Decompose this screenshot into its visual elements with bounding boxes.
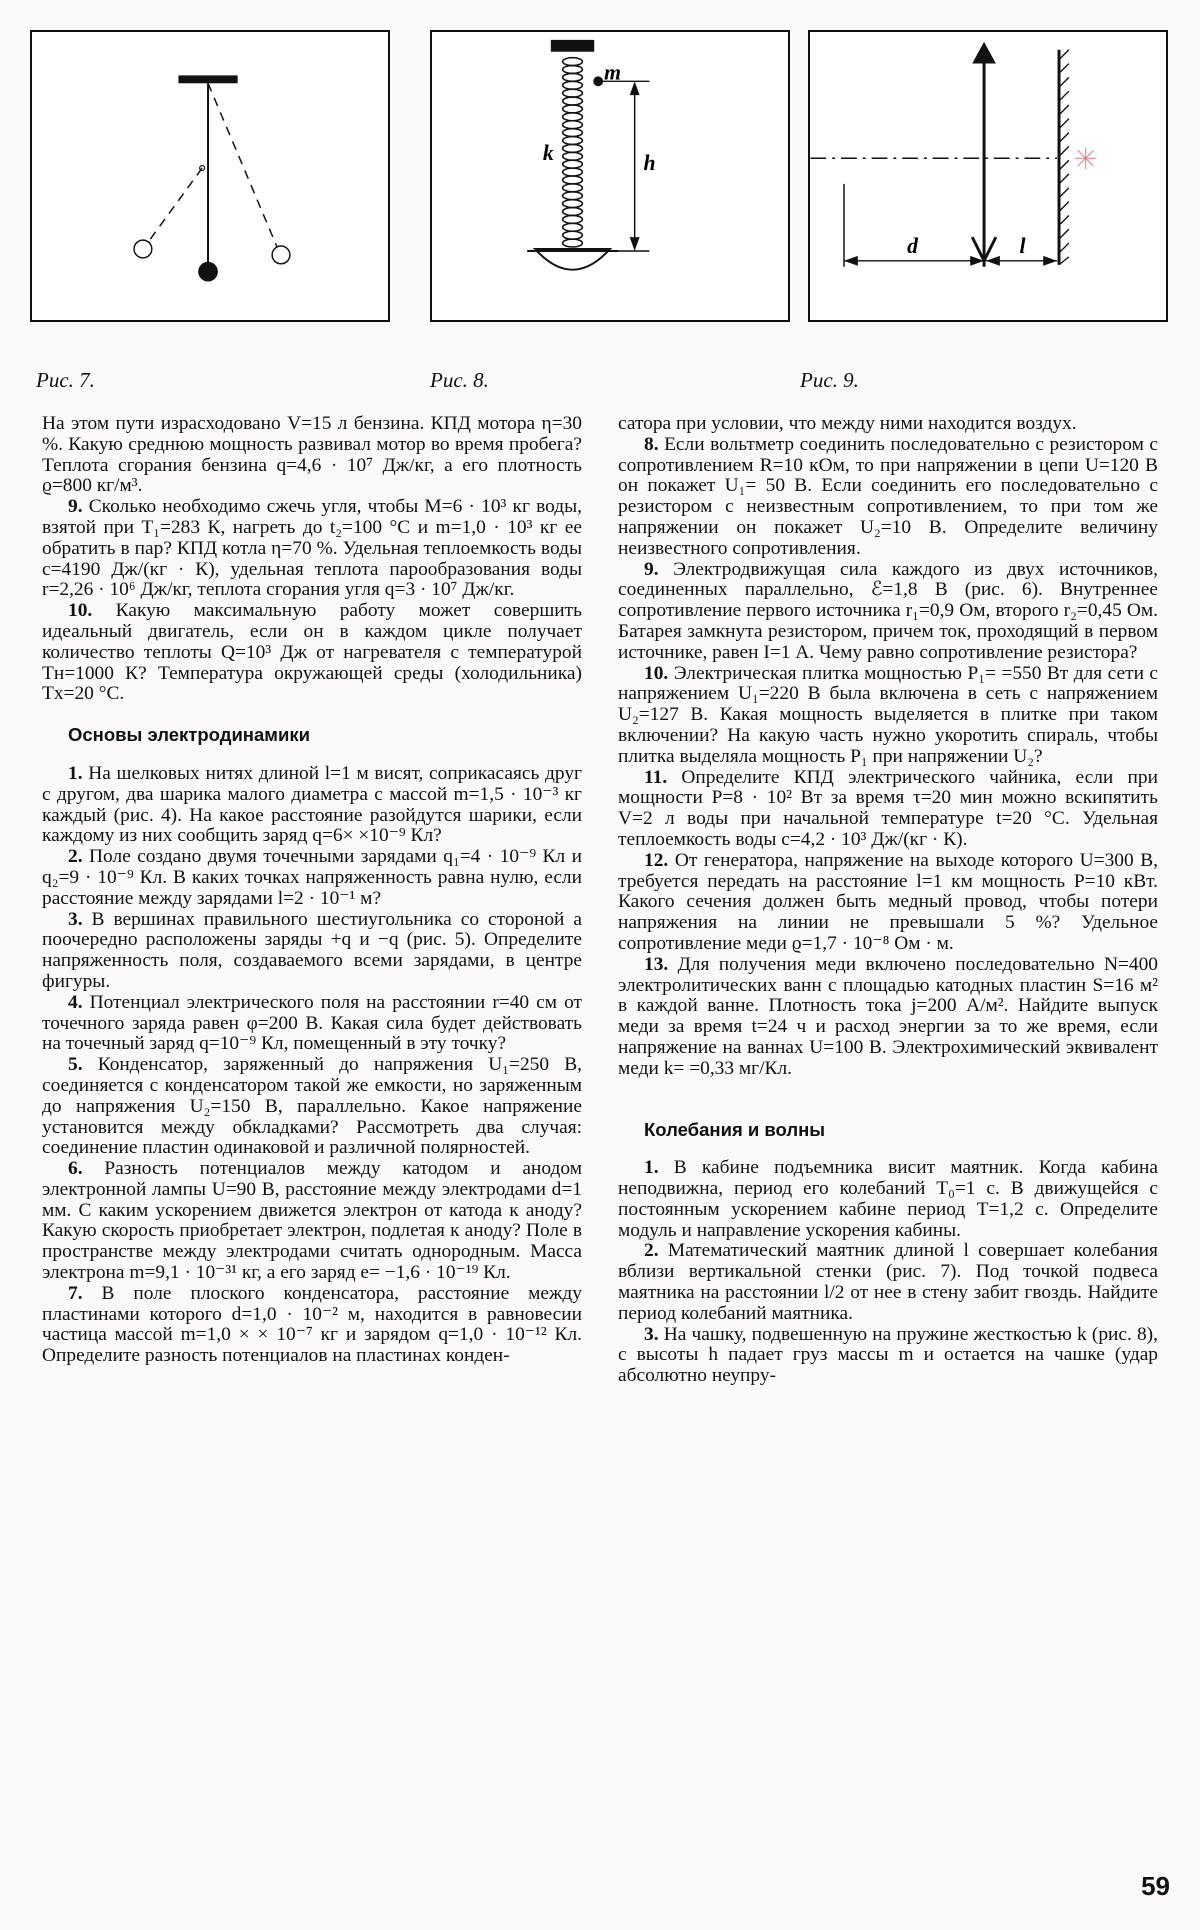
problem-e9: 9. Электродвижущая сила каждого из двух источников, соединенных параллельно, ℰ=1,8 В (рис. 6). Внутреннее сопротивление первого источника r₁=0,9 Ом, второго r₂=0,45 Ом. Батарея замкнута резистором, причем ток, проходящий в первом источнике, равен I=1 А. Чему равно сопротивление резистора? <box>618 558 1158 663</box>
right-bob <box>272 246 290 264</box>
spring-coils <box>563 58 583 247</box>
problem-e7: 7. В поле плоского конденсатора, расстояние между пластинами которого d=1,0 · 10⁻² м, находится в равновесии частица массой m=1,0 × × 10⁻⁷ кг и зарядом q=1,0 · 10⁻¹² Кл. Определите разность потенциалов на пластинах конден- <box>42 1282 582 1367</box>
label-h: h <box>643 151 656 176</box>
caption-fig9: Рис. 9. <box>800 368 859 392</box>
figure-9 <box>808 30 1168 322</box>
problem-e5: 5. Конденсатор, заряженный до напряжения U₁=250 В, соединяется с конденсатором такой же емкости, но заряженным до напряжения U₂=150 В, параллельно. Какое напряжение установится между обкладками? Рассмотреть два случая: соединение пластин одинаковой и различной полярностей. <box>42 1054 582 1159</box>
left-bob <box>134 240 152 258</box>
pink-mark <box>1075 147 1097 169</box>
label-k: k <box>542 141 554 166</box>
caption-fig7: Рис. 7. <box>36 368 95 392</box>
problem-k3: 3. На чашку, подвешенную на пружине жесткостью k (рис. 8), с высоты h падает груз массы m и остается на чашке (удар абсолютно неупру- <box>618 1323 1158 1387</box>
problem-e2: 2. Поле создано двумя точечными зарядами q₁=4 · 10⁻⁹ Кл и q₂=9 · 10⁻⁹ Кл. В каких точках напряженность равна нулю, если расстояние между зарядами l=2 · 10⁻¹ м? <box>42 846 582 909</box>
problem-e12: 12. От генератора, напряжение на выходе которого U=300 В, требуется передать на расстояние l=1 км мощность P=10 кВт. Какого сечения должен быть медный провод, чтобы потери напряжения на линии не превышали 5 %? Удельное сопротивление меди ϱ=1,7 · 10⁻⁸ Ом · м. <box>618 849 1158 954</box>
problem-k1: 1. В кабине подъемника висит маятник. Когда кабина неподвижна, период его колебаний T₀=1 с. В движущейся с постоянным ускорением кабине период T=1,2 с. Определите модуль и направление ускорения кабины. <box>618 1157 1158 1241</box>
pendulum-diagram <box>32 32 388 320</box>
figure-8 <box>430 30 790 322</box>
spring-mount <box>551 40 594 52</box>
problem-e11: 11. Определите КПД электрического чайника, если при мощности P=8 · 10² Вт за время τ=20 мин можно вскипятить V=2 л воды при начальной температуре t=20 °C. Удельная теплоемкость воды c=4,2 · 10³ Дж/(кг · К). <box>618 766 1158 850</box>
ceiling-mount <box>178 75 237 83</box>
problem-e10: 10. Электрическая плитка мощностью P₁= =550 Вт для сети с напряжением U₁=220 В была включена в сеть с напряжением U₂=127 В. Какая мощность выделяется в плитке при таком включении? На какую часть нужно укоротить спираль, чтобы плитка выделяла мощность P₁ при напряжении U₂? <box>618 662 1159 767</box>
paragraph: сатора при условии, что между ними находится воздух. <box>618 413 1077 434</box>
problem-k2: 2. Математический маятник длиной l совершает колебания вблизи вертикальной стенки (рис. 7). Под точкой подвеса маятника на расстоянии l/2 от нее в стену забит гвоздь. Найдите период колебаний маятника. <box>618 1240 1158 1324</box>
problem-e4: 4. Потенциал электрического поля на расстоянии r=40 см от точечного заряда равен φ=200 В. Какая сила будет действовать на точечный заряд q=10⁻⁹ Кл, помещенный в эту точку? <box>42 991 582 1055</box>
problem-e1: 1. На шелковых нитях длиной l=1 м висят, соприкасаясь друг с другом, два шарика малого диаметра с массой m=1,5 · 10⁻³ кг каждый (рис. 4). На какое расстояние разойдутся шарики, если каждому из них сообщить заряд q=6× ×10⁻⁹ Кл? <box>42 762 582 847</box>
paragraph: На этом пути израсходовано V=15 л бензина. КПД мотора η=30 %. Какую среднюю мощность развивал мотор во время пробега? Теплота сгорания бензина q=4,6 · 10⁷ Дж/кг, а его плотность ϱ=800 кг/м³. <box>42 413 582 497</box>
left-swing-string <box>149 168 202 241</box>
spring-cup <box>535 249 610 270</box>
label-d: d <box>907 233 918 258</box>
pendulum-bob <box>198 262 218 282</box>
problem-e6: 6. Разность потенциалов между катодом и анодом электронной лампы U=90 В, расстояние между электродами d=1 мм. С каким ускорением движется электрон от катода к аноду? Какую скорость приобретает электрон, подлетая к аноду? Поле в пространстве между электродами считать однородным. Масса электрона m=9,1 · 10⁻³¹ кг, а его заряд e= −1,6 · 10⁻¹⁹ Кл. <box>42 1158 582 1284</box>
problem-10: 10. Какую максимальную работу может совершить идеальный двигатель, если он в каждом цикле получает количество теплоты Q=10³ Дж от нагревателя с температурой Tн=1000 К? Температура окружающей среды (холодильника) Tх=20 °C. <box>42 600 582 705</box>
section-heading: Колебания и волны <box>644 1118 826 1140</box>
problem-9: 9. Сколько необходимо сжечь угля, чтобы M=6 · 10³ кг воды, взятой при T₁=283 К, нагреть до t₂=100 °C и m=1,0 · 10³ кг ее обратить в пар? КПД котла η=70 %. Удельная теплоемкость воды c=4190 Дж/(кг · К), удельная теплота парообразования воды r=2,26 · 10⁶ Дж/кг, теплота сгорания угля q=3 · 10⁷ Дж/кг. <box>42 496 582 601</box>
caption-fig8: Рис. 8. <box>430 368 489 392</box>
section-heading: Основы электродинамики <box>68 724 310 746</box>
problem-e3: 3. В вершинах правильного шестиугольника со стороной a поочередно расположены заряды +q и −q (рис. 5). Определите напряженность поля, создаваемого всеми зарядами, в центре фигуры. <box>42 908 582 992</box>
problem-e13: 13. Для получения меди включено последовательно N=400 электролитических ванн с площадью катодных пластин S=16 м² в каждой ванне. Плотность тока j=200 А/м². Найдите выпуск меди за время t=24 ч и расход энергии за то же время, если напряжение на ваннах U=100 В. Электрохимический эквивалент меди k= =0,33 мг/Кл. <box>618 953 1158 1079</box>
spring-diagram <box>432 32 788 320</box>
figure-7 <box>30 30 390 322</box>
problem-e8: 8. Если вольтметр соединить последовательно с резистором с сопротивлением R=10 кОм, то при напряжении в цепи U=120 В он покажет U₁= 50 В. Если соединить его последовательно с резистором с неизвестным сопротивлением, то при том же напряжении он покажет U₂=10 В. Определите величину неизвестного сопротивления. <box>618 433 1158 559</box>
right-column <box>618 414 1158 1387</box>
label-m: m <box>604 60 621 85</box>
left-column <box>42 414 582 1367</box>
lens-mirror-diagram <box>810 32 1166 320</box>
page-number: 59 <box>1141 1871 1170 1901</box>
right-swing-string <box>208 83 277 247</box>
mirror-hatching <box>1059 50 1069 265</box>
label-l: l <box>1019 233 1026 258</box>
